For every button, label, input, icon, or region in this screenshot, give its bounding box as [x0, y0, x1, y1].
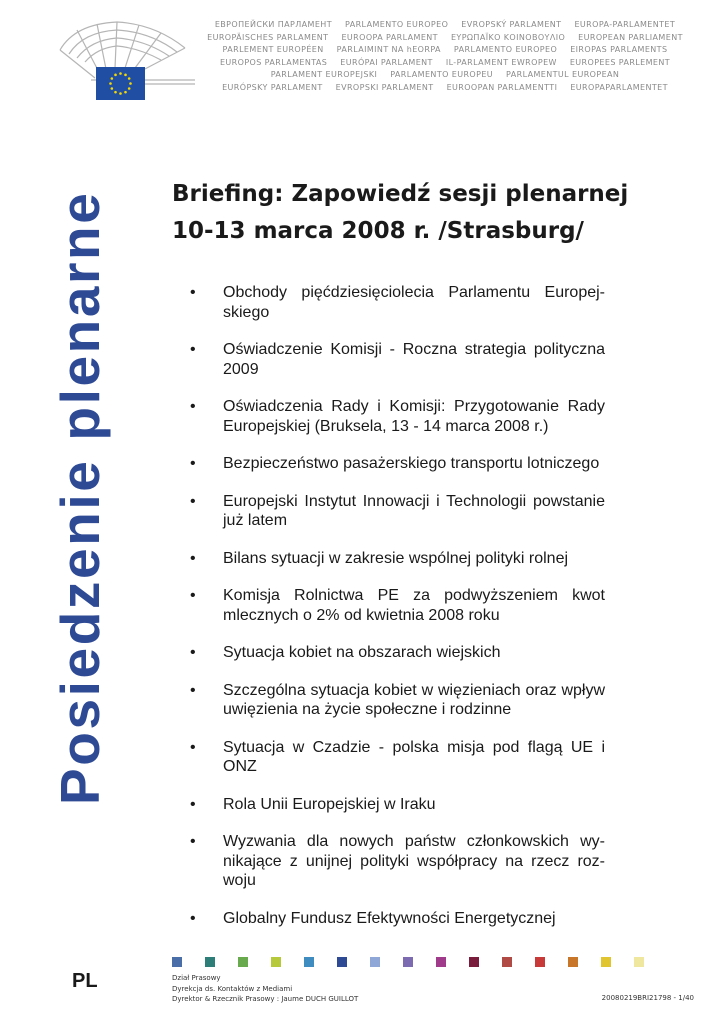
color-square — [601, 957, 611, 967]
parliament-name: ЕВРОПЕЙСКИ ПАРЛАМЕНТ — [214, 20, 332, 29]
bullet-icon: • — [190, 795, 196, 813]
agenda-item-text: Sytuacja w Czadzie - polska misja pod flagą UE i ONZ — [223, 738, 605, 775]
agenda-item-text: Oświadczenia Rady i Komisji: Przygotowanie Rady Europejskiej (Bruksela, 13 - 14 marca 2008 r.) — [223, 398, 605, 435]
parliament-names-block — [190, 19, 700, 95]
footer-color-squares — [172, 957, 644, 967]
bullet-icon: • — [190, 909, 196, 927]
bullet-icon: • — [190, 455, 196, 472]
eu-star-icon — [124, 91, 127, 94]
footer-line-press-service: Dział Prasowy — [172, 974, 221, 982]
parliament-name: EUROPOS PARLAMENTAS — [219, 57, 328, 67]
bullet-icon: • — [190, 833, 196, 850]
agenda-item — [190, 643, 605, 663]
color-square — [304, 957, 314, 967]
parliament-name: EVROPSKÝ PARLAMENT — [461, 20, 562, 29]
bullet-icon: • — [190, 284, 196, 301]
eu-star-icon — [114, 91, 117, 94]
bullet-icon: • — [190, 341, 196, 358]
color-square — [370, 957, 380, 967]
agenda-item — [190, 681, 605, 720]
parliament-names-row — [190, 44, 700, 57]
eu-star-icon — [119, 92, 122, 95]
bullet-icon: • — [190, 738, 196, 756]
color-square — [172, 957, 182, 967]
parliament-name: EUROPÄISCHES PARLAMENT — [207, 32, 329, 42]
eu-star-icon — [114, 74, 117, 77]
agenda-item-text: Bilans sytuacji w zakresie wspólnej polityki rolnej — [223, 549, 569, 567]
parliament-name: PARLAMENTUL EUROPEAN — [506, 70, 620, 80]
agenda-list — [190, 283, 605, 946]
color-square — [469, 957, 479, 967]
agenda-item-text: Oświadczenie Komisji - Roczna strategia polityczna 2009 — [223, 341, 605, 378]
agenda-item — [190, 492, 605, 531]
parliament-name: EUROPEES PARLEMENT — [569, 57, 671, 67]
bullet-icon: • — [190, 549, 196, 567]
agenda-item-text: Obchody pięćdziesięciolecia Parlamentu Europejskiego — [223, 284, 605, 321]
agenda-item-text: Rola Unii Europejskiej w Iraku — [223, 795, 436, 813]
parliament-name: IL-PARLAMENT EWROPEW — [445, 57, 557, 67]
bullet-icon: • — [190, 398, 196, 415]
bullet-icon: • — [190, 587, 196, 604]
page-title — [172, 176, 692, 250]
footer-contact — [172, 973, 358, 1005]
language-code: PL — [72, 970, 98, 992]
color-square — [634, 957, 644, 967]
agenda-item — [190, 397, 605, 436]
parliament-name: EUROPA-PARLAMENTET — [574, 20, 676, 29]
bullet-icon: • — [190, 681, 196, 699]
agenda-item — [190, 454, 605, 474]
bullet-icon: • — [190, 492, 196, 510]
color-square — [238, 957, 248, 967]
eu-star-icon — [111, 87, 114, 90]
parliament-names-row — [190, 57, 700, 70]
eu-star-icon — [109, 82, 112, 85]
parliament-name: EURÓPAI PARLAMENT — [340, 57, 433, 67]
parliament-name: EIROPAS PARLAMENTS — [570, 45, 668, 55]
eu-star-icon — [111, 77, 114, 80]
eu-star-icon — [128, 77, 131, 80]
agenda-item — [190, 832, 605, 891]
parliament-names-row — [190, 19, 700, 32]
parliament-names-row — [190, 82, 700, 95]
agenda-item — [190, 795, 605, 815]
agenda-item — [190, 340, 605, 379]
agenda-item — [190, 283, 605, 322]
parliament-name: PARLAIMINT NA hEORPA — [336, 45, 441, 55]
color-square — [205, 957, 215, 967]
european-parliament-logo — [55, 20, 195, 102]
document-reference: 20080219BRI21798 - 1/40 — [601, 994, 694, 1002]
color-square — [271, 957, 281, 967]
parliament-name: ΕΥΡΩΠΑΪΚΟ ΚΟΙΝΟΒΟΥΛΙΟ — [450, 32, 566, 42]
color-square — [535, 957, 545, 967]
title-line-2: 10-13 marca 2008 r. /Strasburg/ — [172, 218, 584, 244]
eu-star-icon — [124, 74, 127, 77]
side-title: Posiedzenie plenarne — [49, 190, 111, 805]
agenda-item — [190, 586, 605, 625]
eu-star-icon — [128, 87, 131, 90]
parliament-name: EUROOPAN PARLAMENTTI — [446, 82, 558, 92]
bullet-icon: • — [190, 644, 196, 661]
title-line-1: Briefing: Zapowiedź sesji plenarnej — [172, 181, 629, 207]
agenda-item — [190, 549, 605, 569]
parliament-names-row — [190, 69, 700, 82]
agenda-item-text: Wyzwania dla nowych państw członkowskich wynikające z unijnej polityki współpracy na rzecz rozwoju — [223, 833, 605, 889]
parliament-name: PARLAMENTO EUROPEO — [345, 20, 449, 29]
parliament-name: EVROPSKI PARLAMENT — [335, 82, 434, 92]
parliament-name: EURÓPSKY PARLAMENT — [222, 82, 323, 92]
agenda-item-text: Europejski Instytut Innowacji i Technologii powstanie już latem — [223, 492, 605, 529]
agenda-item — [190, 909, 605, 929]
parliament-name: EUROOPA PARLAMENT — [341, 32, 438, 42]
agenda-item-text: Komisja Rolnictwa PE za podwyższeniem kwot mlecznych o 2% od kwietnia 2008 roku — [223, 587, 605, 624]
color-square — [337, 957, 347, 967]
parliament-name: PARLEMENT EUROPÉEN — [222, 45, 324, 55]
parliament-name: PARLAMENTO EUROPEO — [453, 45, 558, 55]
parliament-name: PARLAMENT EUROPEJSKI — [270, 70, 378, 80]
eu-star-icon — [129, 82, 132, 85]
color-square — [436, 957, 446, 967]
agenda-item-text: Bezpieczeństwo pasażerskiego transportu lotniczego — [223, 455, 600, 472]
agenda-item-text: Globalny Fundusz Efektywności Energetycznej — [223, 909, 556, 927]
footer-line-director: Dyrektor & Rzecznik Prasowy : Jaume DUCH GUILLOT — [172, 995, 359, 1003]
agenda-item — [190, 738, 605, 777]
eu-star-icon — [119, 72, 122, 75]
parliament-name: EUROPAPARLAMENTET — [570, 82, 668, 92]
agenda-item-text: Sytuacja kobiet na obszarach wiejskich — [223, 644, 501, 661]
color-square — [403, 957, 413, 967]
agenda-item-text: Szczególna sytuacja kobiet w więzieniach oraz wpływ uwięzienia na życie społeczne i rodzinne — [223, 681, 605, 718]
parliament-name: EUROPEAN PARLIAMENT — [578, 32, 683, 42]
footer-line-directorate: Dyrekcja ds. Kontaktów z Mediami — [172, 984, 293, 993]
parliament-name: PARLAMENTO EUROPEU — [390, 70, 494, 80]
color-square — [502, 957, 512, 967]
color-square — [568, 957, 578, 967]
parliament-names-row — [190, 32, 700, 45]
